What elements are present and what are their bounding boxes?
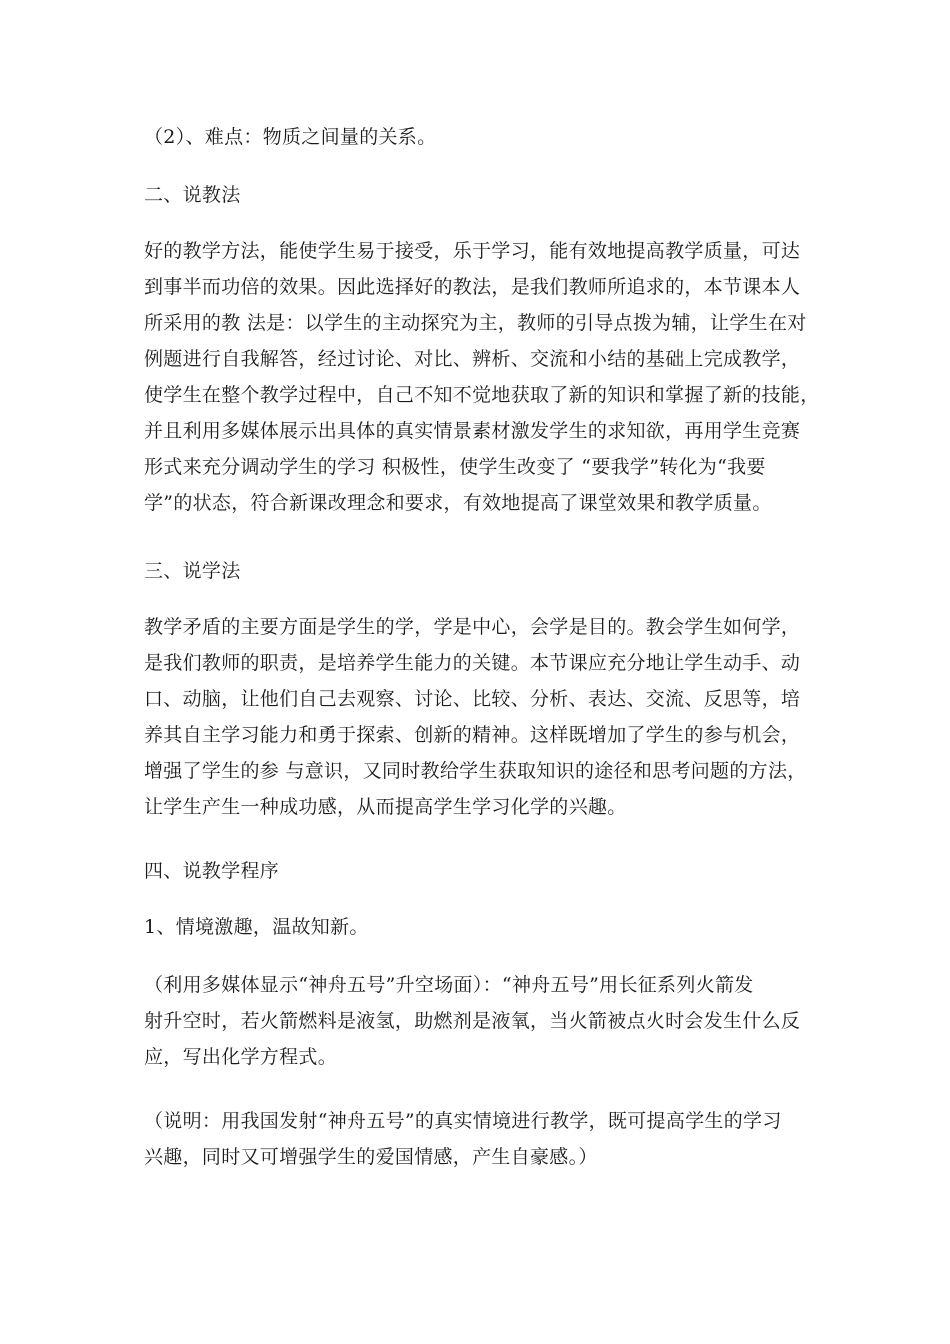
paragraph-line: 所采用的教 法是：以学生的主动探究为主，教师的引导点拨为辅，让学生在对 (144, 312, 807, 334)
paragraph-line: 例题进行自我解答，经过讨论、对比、辨析、交流和小结的基础上完成教学， (144, 348, 801, 370)
paragraph-line: 养其自主学习能力和勇于探索、创新的精神。这样既增加了学生的参与机会， (144, 724, 801, 746)
scenario-line: 应，写出化学方程式。 (144, 1046, 338, 1068)
section-heading-teaching-procedure: 四、说教学程序 (144, 860, 280, 882)
paragraph-line: 增强了学生的参 与意识，又同时教给学生获取知识的途径和思考问题的方法， (144, 760, 807, 782)
paragraph-line: 形式来充分调动学生的学习 积极性，使学生改变了 “要我学”转化为“我要 (144, 456, 766, 478)
section-heading-learning-method: 三、说学法 (144, 560, 241, 582)
paragraph-line: 并且利用多媒体展示出具体的真实情景素材激发学生的求知欲，再用学生竞赛 (144, 420, 801, 442)
paragraph-line: 是我们教师的职责，是培养学生能力的关键。本节课应充分地让学生动手、动 (144, 652, 801, 674)
note-line: （说明：用我国发射“神舟五号”的真实情境进行教学，既可提高学生的学习 (144, 1110, 782, 1132)
note-line: 兴趣，同时又可增强学生的爱国情感，产生自豪感。） (144, 1146, 598, 1168)
step-heading: 1、情境激趣，温故知新。 (144, 916, 369, 938)
paragraph-line: 让学生产生一种成功感，从而提高学生学习化学的兴趣。 (144, 796, 627, 818)
section-heading-teaching-method: 二、说教法 (144, 184, 241, 206)
scenario-line: （利用多媒体显示“神舟五号”升空场面）：“神舟五号”用长征系列火箭发 (144, 974, 754, 996)
paragraph-line: 好的教学方法，能使学生易于接受，乐于学习，能有效地提高教学质量，可达 (144, 240, 801, 262)
paragraph-line: 到事半而功倍的效果。因此选择好的教法，是我们教师所追求的，本节课本人 (144, 276, 801, 298)
scenario-line: 射升空时，若火箭燃料是液氢，助燃剂是液氧，当火箭被点火时会发生什么反 (144, 1010, 801, 1032)
difficulty-point-line: （2）、难点：物质之间量的关系。 (144, 126, 437, 148)
paragraph-line: 使学生在整个教学过程中，自己不知不觉地获取了新的知识和掌握了新的技能， (144, 384, 820, 406)
paragraph-line: 口、动脑，让他们自己去观察、讨论、比较、分析、表达、交流、反思等，培 (144, 688, 801, 710)
paragraph-line: 学”的状态，符合新课改理念和要求，有效地提高了课堂效果和教学质量。 (144, 492, 772, 514)
paragraph-line: 教学矛盾的主要方面是学生的学，学是中心，会学是目的。教会学生如何学， (144, 616, 801, 638)
